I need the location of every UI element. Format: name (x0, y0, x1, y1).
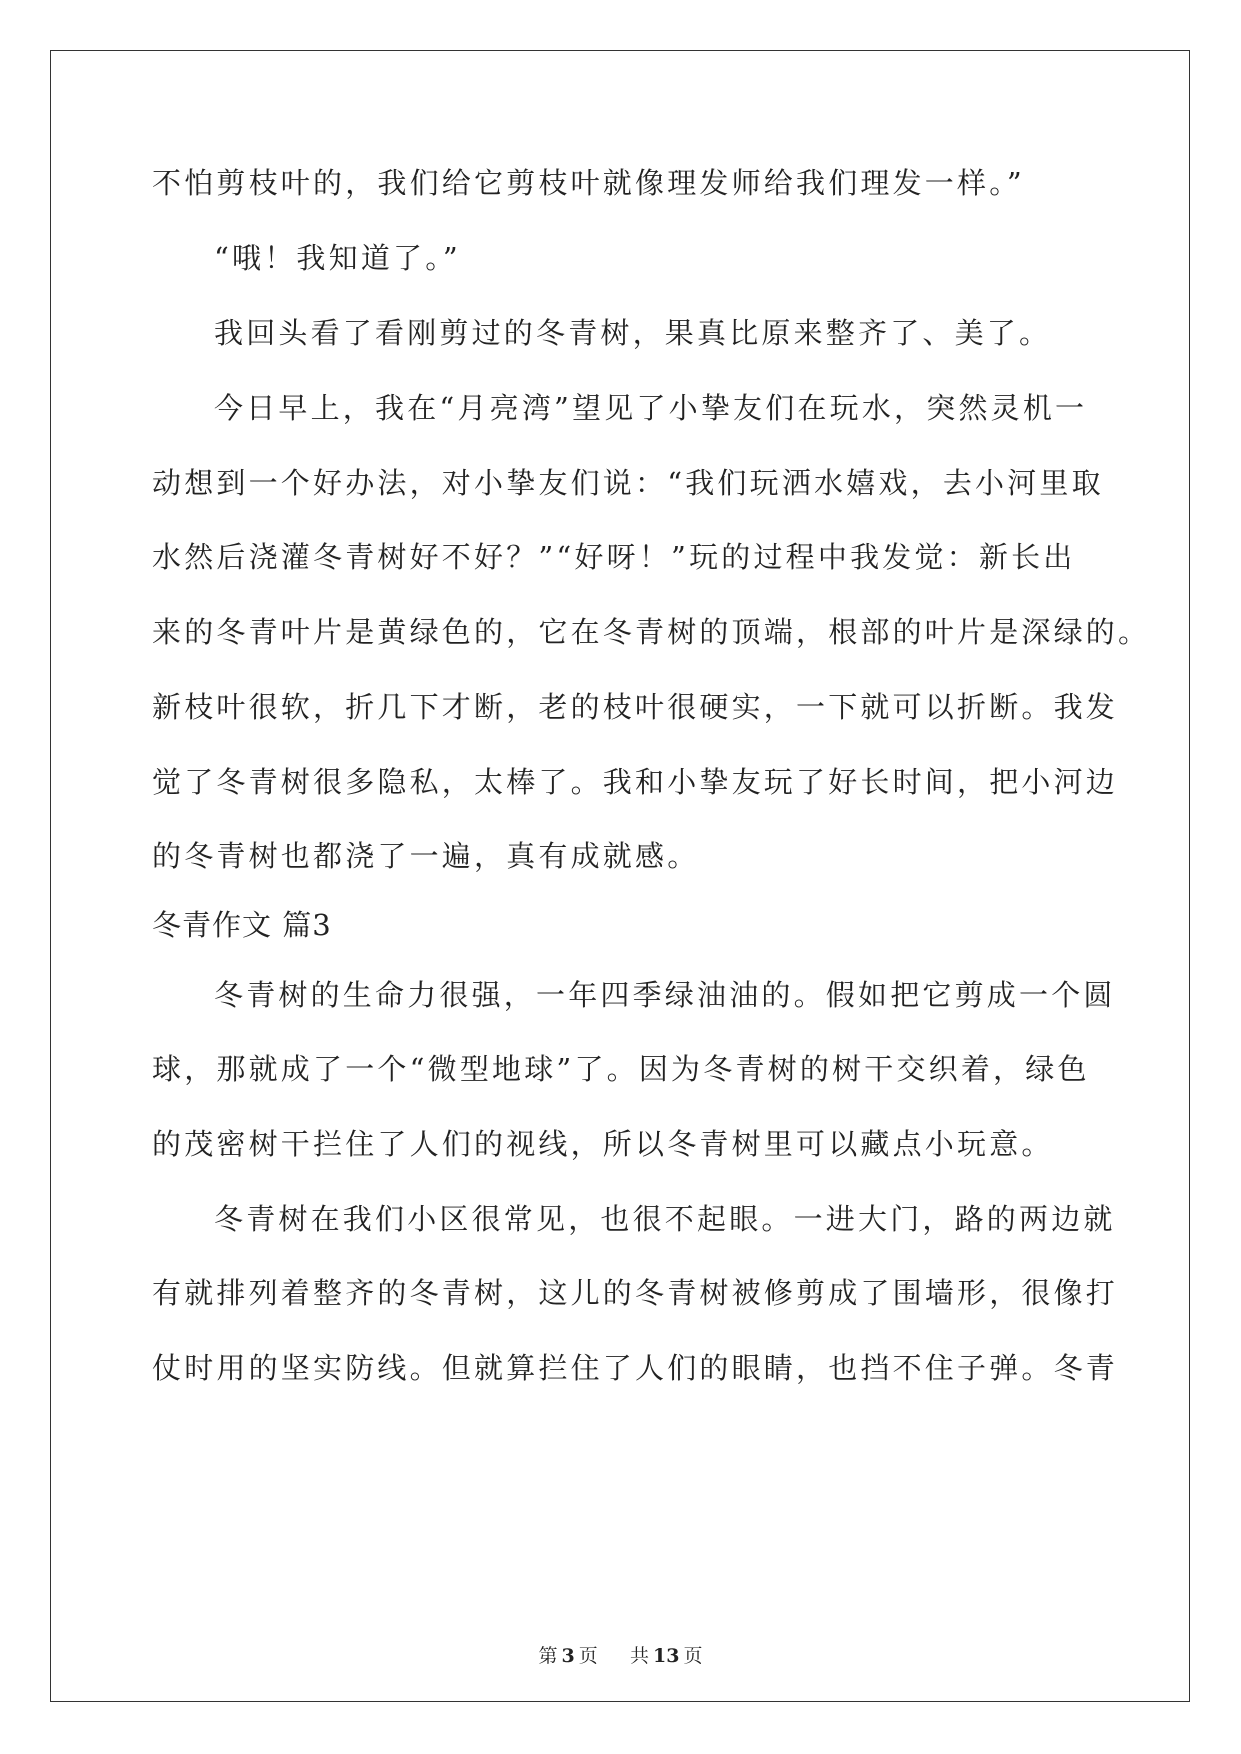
text-line: 来的冬青叶片是黄绿色的，它在冬青树的顶端，根部的叶片是深绿的。 (152, 615, 1151, 649)
page-frame (50, 50, 1190, 1702)
current-page: 3 (561, 1645, 575, 1667)
page-prefix: 第 (538, 1645, 558, 1667)
page-total (628, 1645, 704, 1667)
text-line: 冬青树在我们小区很常见，也很不起眼。一进大门，路的两边就 (214, 1202, 1116, 1236)
text-line: 有就排列着整齐的冬青树，这儿的冬青树被修剪成了围墙形，很像打 (152, 1276, 1119, 1310)
text-line: 球，那就成了一个“微型地球”了。因为冬青树的树干交织着，绿色 (152, 1052, 1090, 1086)
text-line: 的冬青树也都浇了一遍，真有成就感。 (152, 839, 700, 873)
section-heading: 冬青作文 篇3 (152, 908, 332, 942)
text-line: “哦！我知道了。” (214, 241, 461, 275)
text-line: 的茂密树干拦住了人们的视线，所以冬青树里可以藏点小玩意。 (152, 1127, 1054, 1161)
total-suffix: 页 (683, 1645, 703, 1667)
total-pages: 13 (652, 1645, 680, 1667)
text-line: 我回头看了看刚剪过的冬青树，果真比原来整齐了、美了。 (214, 316, 1052, 350)
text-line: 水然后浇灌冬青树好不好？”“好呀！”玩的过程中我发觉：新长出 (152, 540, 1076, 574)
text-line: 觉了冬青树很多隐私，太棒了。我和小挚友玩了好长时间，把小河边 (152, 765, 1119, 799)
page-suffix: 页 (578, 1645, 598, 1667)
page-number (537, 1645, 600, 1667)
total-prefix: 共 (629, 1645, 649, 1667)
text-line: 不怕剪枝叶的，我们给它剪枝叶就像理发师给我们理发一样。” (152, 166, 1025, 200)
text-line: 动想到一个好办法，对小挚友们说：“我们玩洒水嬉戏，去小河里取 (152, 466, 1104, 500)
text-line: 新枝叶很软，折几下才断，老的枝叶很硬实，一下就可以折断。我发 (152, 690, 1119, 724)
text-line: 今日早上，我在“月亮湾”望见了小挚友们在玩水，突然灵机一 (214, 391, 1088, 425)
text-line: 仗时用的坚实防线。但就算拦住了人们的眼睛，也挡不住子弹。冬青 (152, 1351, 1119, 1385)
page-footer (0, 1644, 1241, 1668)
text-line: 冬青树的生命力很强，一年四季绿油油的。假如把它剪成一个圆 (214, 978, 1116, 1012)
